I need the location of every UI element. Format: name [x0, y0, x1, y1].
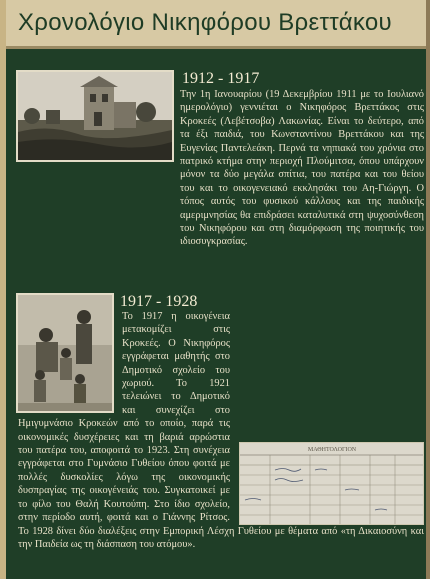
register-header: ΜΑΘΗΤΟΛΟΓΙΟΝ	[307, 447, 357, 453]
section-text-1917-1928: Το 1917 η οικογένεια μετακομίζει στις Κροκεές. Ο Νικηφόρος εγγράφεται μαθητής στο Δημοτικό σχολείο του χωριού. Το 1921 τελειώνει το Δημοτικό και συνεχίζει στο Ημιγυμνάσιο Κροκεών από το οποίο, παρά τις οικονομικές δυσχέρειες και τη βαριά αρρώστια του πατέρα του, αποφοιτά το 1923. Στη συνέχεια εγγράφεται στο Γυμνάσιο Γυθείου όπου φοιτά με πολλές δυσκολίες λόγω της οικονομικής δυσπραγίας της οικογένειάς του. Συγκατοικεί με το φίλο του Θαλή Κουτούπη. Στο ίδιο σχολείο, στην περίοδο αυτή, φοιτά και ο Γιάννης Ρίτσος. Το 1928 δίνει δύο διαλέξεις στην Εμπορική Λέσχη Γυθείου με θέματα από «τη Δικαιοσύνη και την Παιδεία ως τη διάσπαση του ατόμου».	[18, 311, 424, 550]
school-register-image	[240, 443, 423, 524]
title-bar	[6, 0, 426, 49]
stone-house-photo	[16, 70, 174, 162]
stone-house-image	[18, 72, 172, 160]
section-heading-1917-1928: 1917 - 1928	[120, 293, 198, 310]
page-title: Χρονολόγιο Νικηφόρου Βρεττάκου	[18, 9, 392, 36]
section-heading-1912-1917: 1912 - 1917	[182, 70, 260, 87]
school-register-photo	[239, 442, 424, 525]
section-text-1912-1917: Την 1η Ιανουαρίου (19 Δεκεμβρίου 1911 με το Ιουλιανό ημερολόγιο) γεννιέται ο Νικηφόρος Βρεττάκος στις Κροκεές (Λεβέτσοβα) Λακωνίας. Είναι το δεύτερο, από τα έξι παιδιά, του Κωνσταντίνου Βρεττάκου και της Ευγενίας Παντελεάκη. Περνά τα νηπιακά του χρόνια στο πατρικό κτήμα στην περιοχή Πλούμιτσα, όπου υπάρχουν μόνον τα δύο μεγάλα σπίτια, του πατέρα και του θείου του και το οικογενειακό εκκλησάκι του Αη-Γιώργη. Ο τόπος αυτός του φυσικού κάλλους και της παιδικής αμεριμνησίας θα επιδράσει καταλυτικά στη ψυχοσύνθεση του Νικηφόρου και στη διαμόρφωση της ποιητικής του ιδιοσυγκρασίας.	[180, 89, 424, 248]
